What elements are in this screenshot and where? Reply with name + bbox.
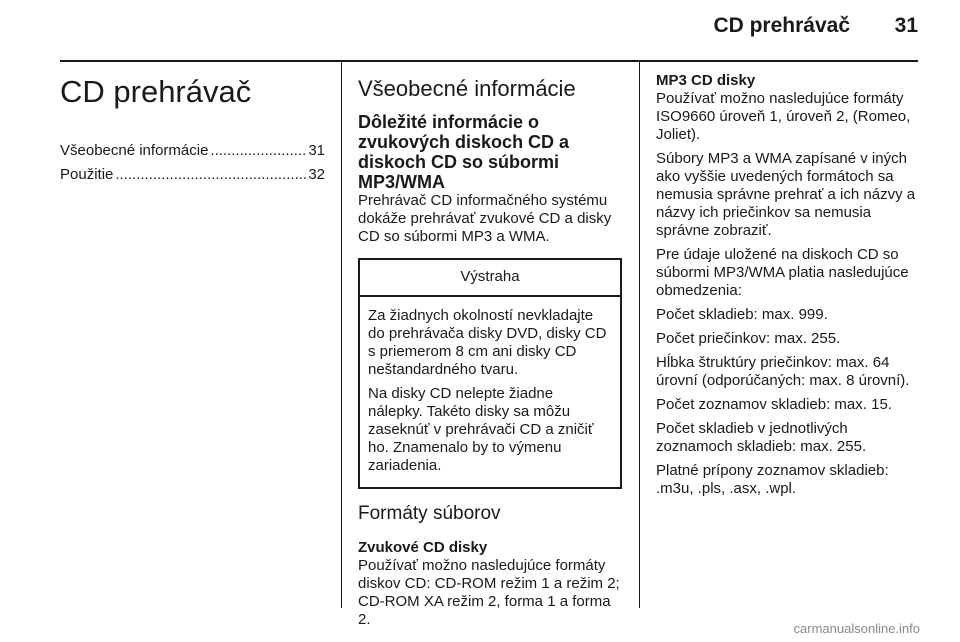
- warning-body: [360, 297, 620, 487]
- paragraph: Počet skladieb v jednotlivých zoznamoch skladieb: max. 255.: [656, 420, 867, 455]
- chapter-title: CD prehrávač: [60, 74, 252, 109]
- section-heading: Všeobecné informácie: [358, 76, 576, 101]
- toc-entry-page: 31: [308, 142, 325, 159]
- toc-entry-label: Všeobecné informácie: [60, 142, 209, 159]
- paragraph: Počet priečinkov: max. 255.: [656, 330, 841, 347]
- toc-leader-dots: [115, 166, 306, 184]
- paragraph: Počet skladieb: max. 999.: [656, 306, 828, 323]
- warning-paragraph: Na disky CD nelepte žiadne nálepky. Takéto disky sa môžu zaseknúť v prehrávači CD a zničiť ho. Znamenalo by to výmenu zariadenia.: [368, 385, 594, 474]
- column-divider-2: [639, 62, 640, 608]
- formats-heading: Formáty súborov: [358, 503, 501, 524]
- audio-cd-heading: Zvukové CD disky: [358, 539, 488, 556]
- warning-paragraph: Za žiadnych okolností nevkladajte do prehrávača disky DVD, disky CD s priemerom 8 cm ani disky CD neštandardného tvaru.: [368, 307, 607, 378]
- paragraph: Pre údaje uložené na diskoch CD so súbormi MP3/WMA platia nasledujúce obmedzenia:: [656, 246, 909, 299]
- warning-box: [358, 258, 622, 489]
- column-3: [656, 72, 920, 504]
- toc-entry-label: Použitie: [60, 166, 114, 183]
- toc-entry-page: 32: [308, 166, 325, 183]
- toc-leader-dots: [210, 142, 306, 160]
- watermark: carmanualsonline.info: [793, 621, 920, 636]
- paragraph: Hĺbka štruktúry priečinkov: max. 64 úrovní (odporúčaných: max. 8 úrovní).: [656, 354, 910, 389]
- subsection-heading: Dôležité informácie o zvukových diskoch CD a diskoch CD so súbormi MP3/WMA: [358, 112, 570, 192]
- header-rule: [60, 60, 918, 62]
- mp3-cd-heading: MP3 CD disky: [656, 72, 756, 89]
- paragraph: Súbory MP3 a WMA zapísané v iných ako vyššie uvedených formátoch sa nemusia správne prehrať a ich názvy a názvy ich priečinkov sa nemusia správne zobraziť.: [656, 150, 916, 239]
- warning-title: Výstraha: [360, 260, 620, 297]
- running-header-title: CD prehrávač: [713, 14, 850, 37]
- paragraph: Počet zoznamov skladieb: max. 15.: [656, 396, 892, 413]
- paragraph: Používať možno nasledujúce formáty ISO9660 úroveň 1, úroveň 2, (Romeo, Joliet).: [656, 90, 911, 143]
- column-1: [60, 72, 325, 190]
- toc-entry[interactable]: [60, 142, 325, 160]
- column-divider-1: [341, 62, 342, 608]
- page-number: 31: [894, 14, 918, 37]
- audio-cd-paragraph: Používať možno nasledujúce formáty diskov CD: CD-ROM režim 1 a režim 2; CD-ROM XA režim 2, forma 1 a forma 2.: [358, 557, 620, 628]
- column-2: [358, 72, 622, 635]
- paragraph: Platné prípony zoznamov skladieb: .m3u, .pls, .asx, .wpl.: [656, 462, 889, 497]
- toc-entry[interactable]: [60, 166, 325, 184]
- intro-paragraph: Prehrávač CD informačného systému dokáže prehrávať zvukové CD a disky CD so súbormi MP3 a WMA.: [358, 192, 612, 245]
